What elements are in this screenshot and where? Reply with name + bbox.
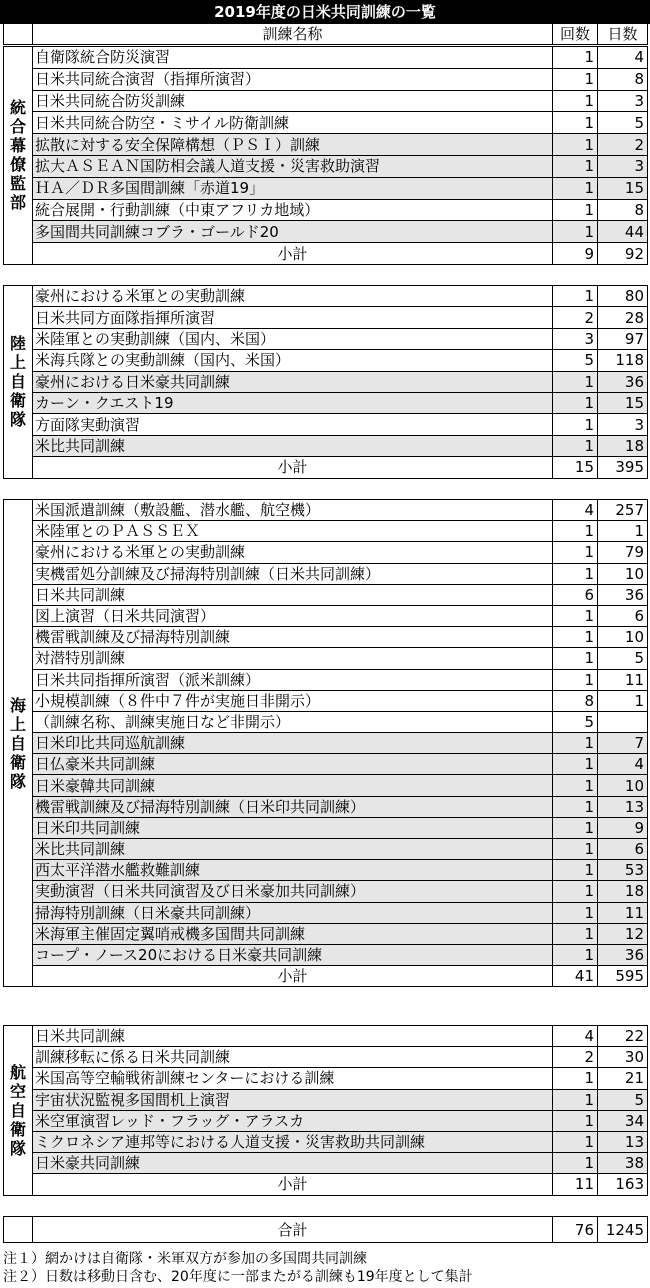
training-name: 実動演習（日米共同演習及び日米豪加共同訓練） <box>33 881 553 902</box>
training-days: 30 <box>598 1047 648 1068</box>
table-row <box>4 199 648 221</box>
training-name: 自衛隊統合防災演習 <box>33 47 553 69</box>
training-name: 日仏豪米共同訓練 <box>33 754 553 775</box>
training-days: 13 <box>598 796 648 817</box>
training-name: 方面隊実動演習 <box>33 414 553 435</box>
total-unit-cell <box>4 1217 33 1243</box>
table-row <box>4 392 648 413</box>
training-count: 1 <box>553 221 598 243</box>
training-count: 1 <box>553 754 598 775</box>
training-count: 1 <box>553 648 598 669</box>
training-count: 1 <box>553 1089 598 1110</box>
training-count: 1 <box>553 944 598 965</box>
table-row <box>4 500 648 521</box>
table-row <box>4 944 648 965</box>
training-name: 西太平洋潜水艦救難訓練 <box>33 860 553 881</box>
training-count: 1 <box>553 1068 598 1089</box>
training-days: 21 <box>598 1068 648 1089</box>
training-name: 豪州における米軍との実動訓練 <box>33 542 553 563</box>
training-count: 1 <box>553 775 598 796</box>
training-days: 36 <box>598 584 648 605</box>
unit-label: 航 空 自 衛 隊 <box>4 1026 33 1196</box>
table-row <box>4 563 648 584</box>
total-table <box>3 1216 648 1243</box>
unit-label: 海 上 自 衛 隊 <box>4 500 33 987</box>
training-count: 1 <box>553 435 598 456</box>
training-count: 3 <box>553 328 598 349</box>
training-count: 5 <box>553 350 598 371</box>
subtotal-row <box>4 243 648 265</box>
table-row <box>4 521 648 542</box>
training-name: 米国派遣訓練（敷設艦、潜水艦、航空機） <box>33 500 553 521</box>
training-name: 米海軍主催固定翼哨戒機多国間共同訓練 <box>33 923 553 944</box>
training-name: 日米共同統合防空・ミサイル防衛訓練 <box>33 112 553 134</box>
training-days: 2 <box>598 134 648 156</box>
table-row <box>4 307 648 328</box>
page-title: 2019年度の日米共同訓練の一覧 <box>0 0 650 24</box>
training-days: 5 <box>598 1089 648 1110</box>
table-row <box>4 690 648 711</box>
training-days: 3 <box>598 90 648 112</box>
table-row <box>4 839 648 860</box>
training-count: 6 <box>553 584 598 605</box>
table-row <box>4 605 648 626</box>
training-name: カーン・クエスト19 <box>33 392 553 413</box>
subtotal-days: 395 <box>598 457 648 478</box>
training-name: 実機雷処分訓練及び掃海特別訓練（日米共同訓練） <box>33 563 553 584</box>
subtotal-count: 9 <box>553 243 598 265</box>
training-days: 15 <box>598 392 648 413</box>
total-days: 1245 <box>598 1217 648 1243</box>
training-days: 10 <box>598 627 648 648</box>
subtotal-label: 小計 <box>33 243 553 265</box>
training-count: 1 <box>553 542 598 563</box>
table-row <box>4 1089 648 1110</box>
table-row <box>4 542 648 563</box>
training-name: 拡散に対する安全保障構想（ＰＳＩ）訓練 <box>33 134 553 156</box>
table-row <box>4 1131 648 1152</box>
section-table <box>3 285 648 479</box>
training-days: 38 <box>598 1153 648 1174</box>
header-name: 訓練名称 <box>33 24 553 45</box>
table-row <box>4 796 648 817</box>
training-name: 日米共同指揮所演習（派米訓練） <box>33 669 553 690</box>
training-name: 日米印比共同巡航訓練 <box>33 733 553 754</box>
training-days: 1 <box>598 690 648 711</box>
training-days: 9 <box>598 817 648 838</box>
training-name: 日米共同方面隊指揮所演習 <box>33 307 553 328</box>
training-count: 1 <box>553 1110 598 1131</box>
table-row <box>4 435 648 456</box>
training-days: 34 <box>598 1110 648 1131</box>
training-name: 宇宙状況監視多国間机上演習 <box>33 1089 553 1110</box>
notes <box>3 1250 647 1286</box>
training-count: 5 <box>553 711 598 732</box>
subtotal-count: 11 <box>553 1174 598 1195</box>
training-name: 訓練移転に係る日米共同訓練 <box>33 1047 553 1068</box>
training-name: 米比共同訓練 <box>33 839 553 860</box>
training-days: 4 <box>598 754 648 775</box>
training-days: 12 <box>598 923 648 944</box>
training-count: 1 <box>553 199 598 221</box>
training-count: 1 <box>553 733 598 754</box>
training-count: 1 <box>553 605 598 626</box>
training-name: 対潜特別訓練 <box>33 648 553 669</box>
total-row <box>4 1217 648 1243</box>
subtotal-count: 15 <box>553 457 598 478</box>
training-count: 1 <box>553 860 598 881</box>
training-count: 1 <box>553 902 598 923</box>
training-name: 米陸軍とのＰＡＳＳＥＸ <box>33 521 553 542</box>
note-1: 注１）網かけは自衛隊・米軍双方が参加の多国間共同訓練 <box>3 1251 367 1267</box>
training-days: 6 <box>598 605 648 626</box>
training-days: 118 <box>598 350 648 371</box>
training-count: 1 <box>553 923 598 944</box>
note-2: 注２）日数は移動日含む、20年度に一部またがる訓練も19年度として集計 <box>3 1269 473 1285</box>
training-days: 53 <box>598 860 648 881</box>
training-days: 15 <box>598 177 648 199</box>
training-name: 豪州における日米豪共同訓練 <box>33 371 553 392</box>
training-count: 1 <box>553 286 598 307</box>
subtotal-label: 小計 <box>33 966 553 987</box>
table-row <box>4 68 648 90</box>
training-count: 1 <box>553 177 598 199</box>
training-days: 4 <box>598 47 648 69</box>
training-days: 28 <box>598 307 648 328</box>
subtotal-label: 小計 <box>33 457 553 478</box>
training-count: 1 <box>553 1131 598 1152</box>
training-name: 機雷戦訓練及び掃海特別訓練（日米印共同訓練） <box>33 796 553 817</box>
training-days: 44 <box>598 221 648 243</box>
training-name: 日米印共同訓練 <box>33 817 553 838</box>
training-days: 8 <box>598 68 648 90</box>
training-name: 日米共同訓練 <box>33 584 553 605</box>
training-count: 1 <box>553 839 598 860</box>
training-count: 1 <box>553 1153 598 1174</box>
training-name: ミクロネシア連邦等における人道支援・災害救助共同訓練 <box>33 1131 553 1152</box>
training-days: 36 <box>598 371 648 392</box>
training-name: 米空軍演習レッド・フラッグ・アラスカ <box>33 1110 553 1131</box>
training-count: 1 <box>553 371 598 392</box>
training-days: 7 <box>598 733 648 754</box>
training-days: 3 <box>598 414 648 435</box>
table-row <box>4 881 648 902</box>
training-count: 1 <box>553 796 598 817</box>
training-days: 18 <box>598 881 648 902</box>
header-count: 回数 <box>553 24 598 45</box>
training-count: 1 <box>553 47 598 69</box>
section-table <box>3 46 648 265</box>
table-row <box>4 775 648 796</box>
table-row <box>4 221 648 243</box>
training-name: 掃海特別訓練（日米豪共同訓練） <box>33 902 553 923</box>
training-count: 1 <box>553 563 598 584</box>
training-count: 2 <box>553 307 598 328</box>
table-row <box>4 733 648 754</box>
header-table <box>3 23 648 45</box>
training-name: 米海兵隊との実動訓練（国内、米国） <box>33 350 553 371</box>
training-count: 1 <box>553 134 598 156</box>
training-days: 79 <box>598 542 648 563</box>
table-row <box>4 1026 648 1047</box>
training-days: 18 <box>598 435 648 456</box>
table-row <box>4 47 648 69</box>
training-name: 日米豪韓共同訓練 <box>33 775 553 796</box>
subtotal-row <box>4 966 648 987</box>
table-header-row <box>4 24 648 45</box>
table-row <box>4 155 648 177</box>
training-days: 6 <box>598 839 648 860</box>
training-name: 日米共同統合防災訓練 <box>33 90 553 112</box>
subtotal-row <box>4 457 648 478</box>
training-name: ＨＡ／ＤＲ多国間訓練「赤道19」 <box>33 177 553 199</box>
training-count: 1 <box>553 68 598 90</box>
table-row <box>4 90 648 112</box>
training-name: 統合展開・行動訓練（中東アフリカ地域） <box>33 199 553 221</box>
table-row <box>4 860 648 881</box>
training-name: 日米共同訓練 <box>33 1026 553 1047</box>
table-row <box>4 1068 648 1089</box>
training-count: 2 <box>553 1047 598 1068</box>
table-row <box>4 817 648 838</box>
training-days: 257 <box>598 500 648 521</box>
training-days: 36 <box>598 944 648 965</box>
table-row <box>4 1047 648 1068</box>
table-row <box>4 328 648 349</box>
training-count: 1 <box>553 414 598 435</box>
training-days: 5 <box>598 648 648 669</box>
training-days: 97 <box>598 328 648 349</box>
subtotal-days: 92 <box>598 243 648 265</box>
training-days: 80 <box>598 286 648 307</box>
header-unit-cell <box>4 24 33 45</box>
table-row <box>4 923 648 944</box>
total-count: 76 <box>553 1217 598 1243</box>
training-days <box>598 711 648 732</box>
training-name: （訓練名称、訓練実施日など非開示） <box>33 711 553 732</box>
table-row <box>4 286 648 307</box>
training-days: 5 <box>598 112 648 134</box>
table-row <box>4 584 648 605</box>
training-days: 11 <box>598 669 648 690</box>
training-name: 拡大ＡＳＥＡＮ国防相会議人道支援・災害救助演習 <box>33 155 553 177</box>
table-row <box>4 1153 648 1174</box>
training-name: 機雷戦訓練及び掃海特別訓練 <box>33 627 553 648</box>
subtotal-days: 595 <box>598 966 648 987</box>
unit-label: 統 合 幕 僚 監 部 <box>4 47 33 265</box>
table-row <box>4 134 648 156</box>
training-name: 多国間共同訓練コブラ・ゴールド20 <box>33 221 553 243</box>
table-row <box>4 648 648 669</box>
training-days: 22 <box>598 1026 648 1047</box>
training-days: 10 <box>598 563 648 584</box>
training-count: 1 <box>553 112 598 134</box>
subtotal-row <box>4 1174 648 1195</box>
table-row <box>4 350 648 371</box>
training-count: 1 <box>553 90 598 112</box>
training-name: コープ・ノース20における日米豪共同訓練 <box>33 944 553 965</box>
table-row <box>4 669 648 690</box>
training-count: 4 <box>553 1026 598 1047</box>
training-name: 小規模訓練（８件中７件が実施日非開示） <box>33 690 553 711</box>
training-count: 1 <box>553 627 598 648</box>
table-row <box>4 627 648 648</box>
total-label: 合計 <box>33 1217 553 1243</box>
training-days: 11 <box>598 902 648 923</box>
table-row <box>4 1110 648 1131</box>
training-name: 米比共同訓練 <box>33 435 553 456</box>
training-name: 日米共同統合演習（指揮所演習） <box>33 68 553 90</box>
table-row <box>4 902 648 923</box>
table-row <box>4 112 648 134</box>
training-name: 豪州における米軍との実動訓練 <box>33 286 553 307</box>
training-count: 1 <box>553 669 598 690</box>
subtotal-count: 41 <box>553 966 598 987</box>
table-row <box>4 711 648 732</box>
training-count: 1 <box>553 817 598 838</box>
table-row <box>4 371 648 392</box>
training-name: 日米豪共同訓練 <box>33 1153 553 1174</box>
header-days: 日数 <box>598 24 648 45</box>
table-row <box>4 177 648 199</box>
table-row <box>4 754 648 775</box>
training-count: 1 <box>553 155 598 177</box>
training-days: 3 <box>598 155 648 177</box>
training-count: 1 <box>553 881 598 902</box>
training-days: 13 <box>598 1131 648 1152</box>
section-table <box>3 499 648 987</box>
section-table <box>3 1025 648 1196</box>
subtotal-days: 163 <box>598 1174 648 1195</box>
training-count: 4 <box>553 500 598 521</box>
training-count: 1 <box>553 392 598 413</box>
training-name: 図上演習（日米共同演習） <box>33 605 553 626</box>
subtotal-label: 小計 <box>33 1174 553 1195</box>
training-count: 8 <box>553 690 598 711</box>
training-days: 8 <box>598 199 648 221</box>
training-count: 1 <box>553 521 598 542</box>
table-row <box>4 414 648 435</box>
training-days: 1 <box>598 521 648 542</box>
training-name: 米陸軍との実動訓練（国内、米国） <box>33 328 553 349</box>
training-name: 米国高等空輸戦術訓練センターにおける訓練 <box>33 1068 553 1089</box>
unit-label: 陸 上 自 衛 隊 <box>4 286 33 479</box>
training-days: 10 <box>598 775 648 796</box>
